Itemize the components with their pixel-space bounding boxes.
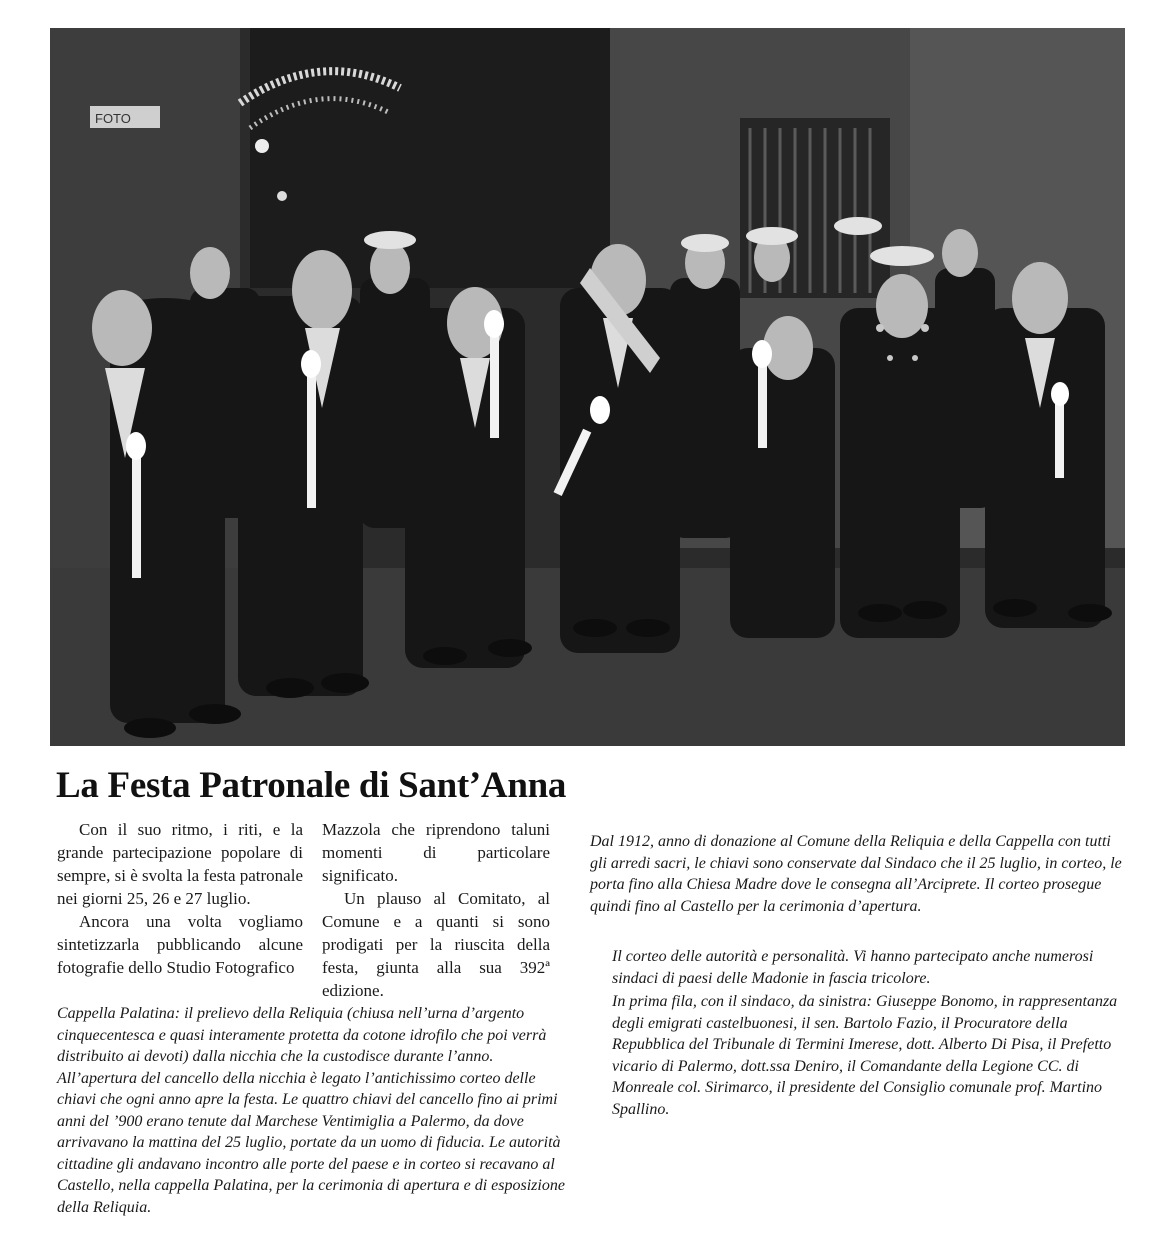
caption-chiavi (590, 831, 1130, 917)
caption-prima-fila (612, 991, 1137, 1120)
article-paragraph: Con il suo ritmo, i riti, e la grande partecipazione popolare di sempre, si è svolta la festa patronale nei giorni 25, 26 e 27 luglio. (57, 820, 303, 908)
article-paragraph: Un plauso al Comitato, al Comune e a quanti si sono prodigati per la riuscita della festa, giunta alla sua 392ª edizione. (322, 889, 550, 1000)
article-paragraph: Ancora una volta vogliamo sintetizzarla pubblicando alcune fotografie dello Studio Fotografico (57, 912, 303, 977)
procession-photo (50, 28, 1125, 746)
caption-text: Dal 1912, anno di donazione al Comune della Reliquia e della Cappella con tutti gli arredi sacri, le chiavi sono conservate dal Sindaco che il 25 luglio, in corteo, le porta fino alla Chiesa Madre dove le consegna all’Arciprete. Il corteo prosegue quindi fino al Castello per la cerimonia d’apertura. (590, 833, 1122, 915)
shop-sign-text: FOTO (95, 111, 131, 126)
caption-text: In prima fila, con il sindaco, da sinistra: Giuseppe Bonomo, in rappresentanza degli emigrati castelbuonesi, il sen. Bartolo Fazio, il Procuratore della Repubblica del Tribunale di Termini Imerese, dott. Alberto Di Pisa, il Prefetto vicario di Palermo, dott.ssa Deniro, il Comandante della Legione CC. di Monreale col. Sirimarco, il presidente del Consiglio comunale prof. Martino Spallino. (612, 993, 1118, 1118)
caption-text: Cappella Palatina: il prelievo della Reliquia (chiusa nell’urna d’argento cinquecentesca e quasi interamente protetta da cotone idrofilo che poi verrà distribuito ai devoti) dalla nicchia che la custodisce durante l’anno. All’apertura del cancello della nicchia è legato l’antichissimo corteo delle chiavi che ogni anno apre la festa. Le quattro chiavi del cancello fino ai primi anni del ’900 erano tenute dal Marchese Ventimiglia a Palermo, da dove arrivavano la mattina del 25 luglio, portate da un uomo di fiducia. Le autorità cittadine gli andavano incontro alle porte del paese e in corteo si recavano al Castello, nella cappella Palatina, per la cerimonia di apertura e di esposizione della Reliquia. (57, 1005, 565, 1216)
article-paragraph: Mazzola che riprendono taluni momenti di particolare significato. (322, 820, 550, 885)
caption-corteo (612, 946, 1137, 989)
caption-cappella-palatina (57, 1003, 577, 1218)
article-column-1 (57, 818, 303, 979)
procession-scene (50, 28, 1125, 746)
caption-text: Il corteo delle autorità e personalità. Vi hanno partecipato anche numerosi sindaci di paesi delle Madonie in fascia tricolore. (612, 948, 1094, 987)
article-column-2 (322, 818, 550, 1002)
article-title: La Festa Patronale di Sant’Anna (56, 765, 567, 806)
